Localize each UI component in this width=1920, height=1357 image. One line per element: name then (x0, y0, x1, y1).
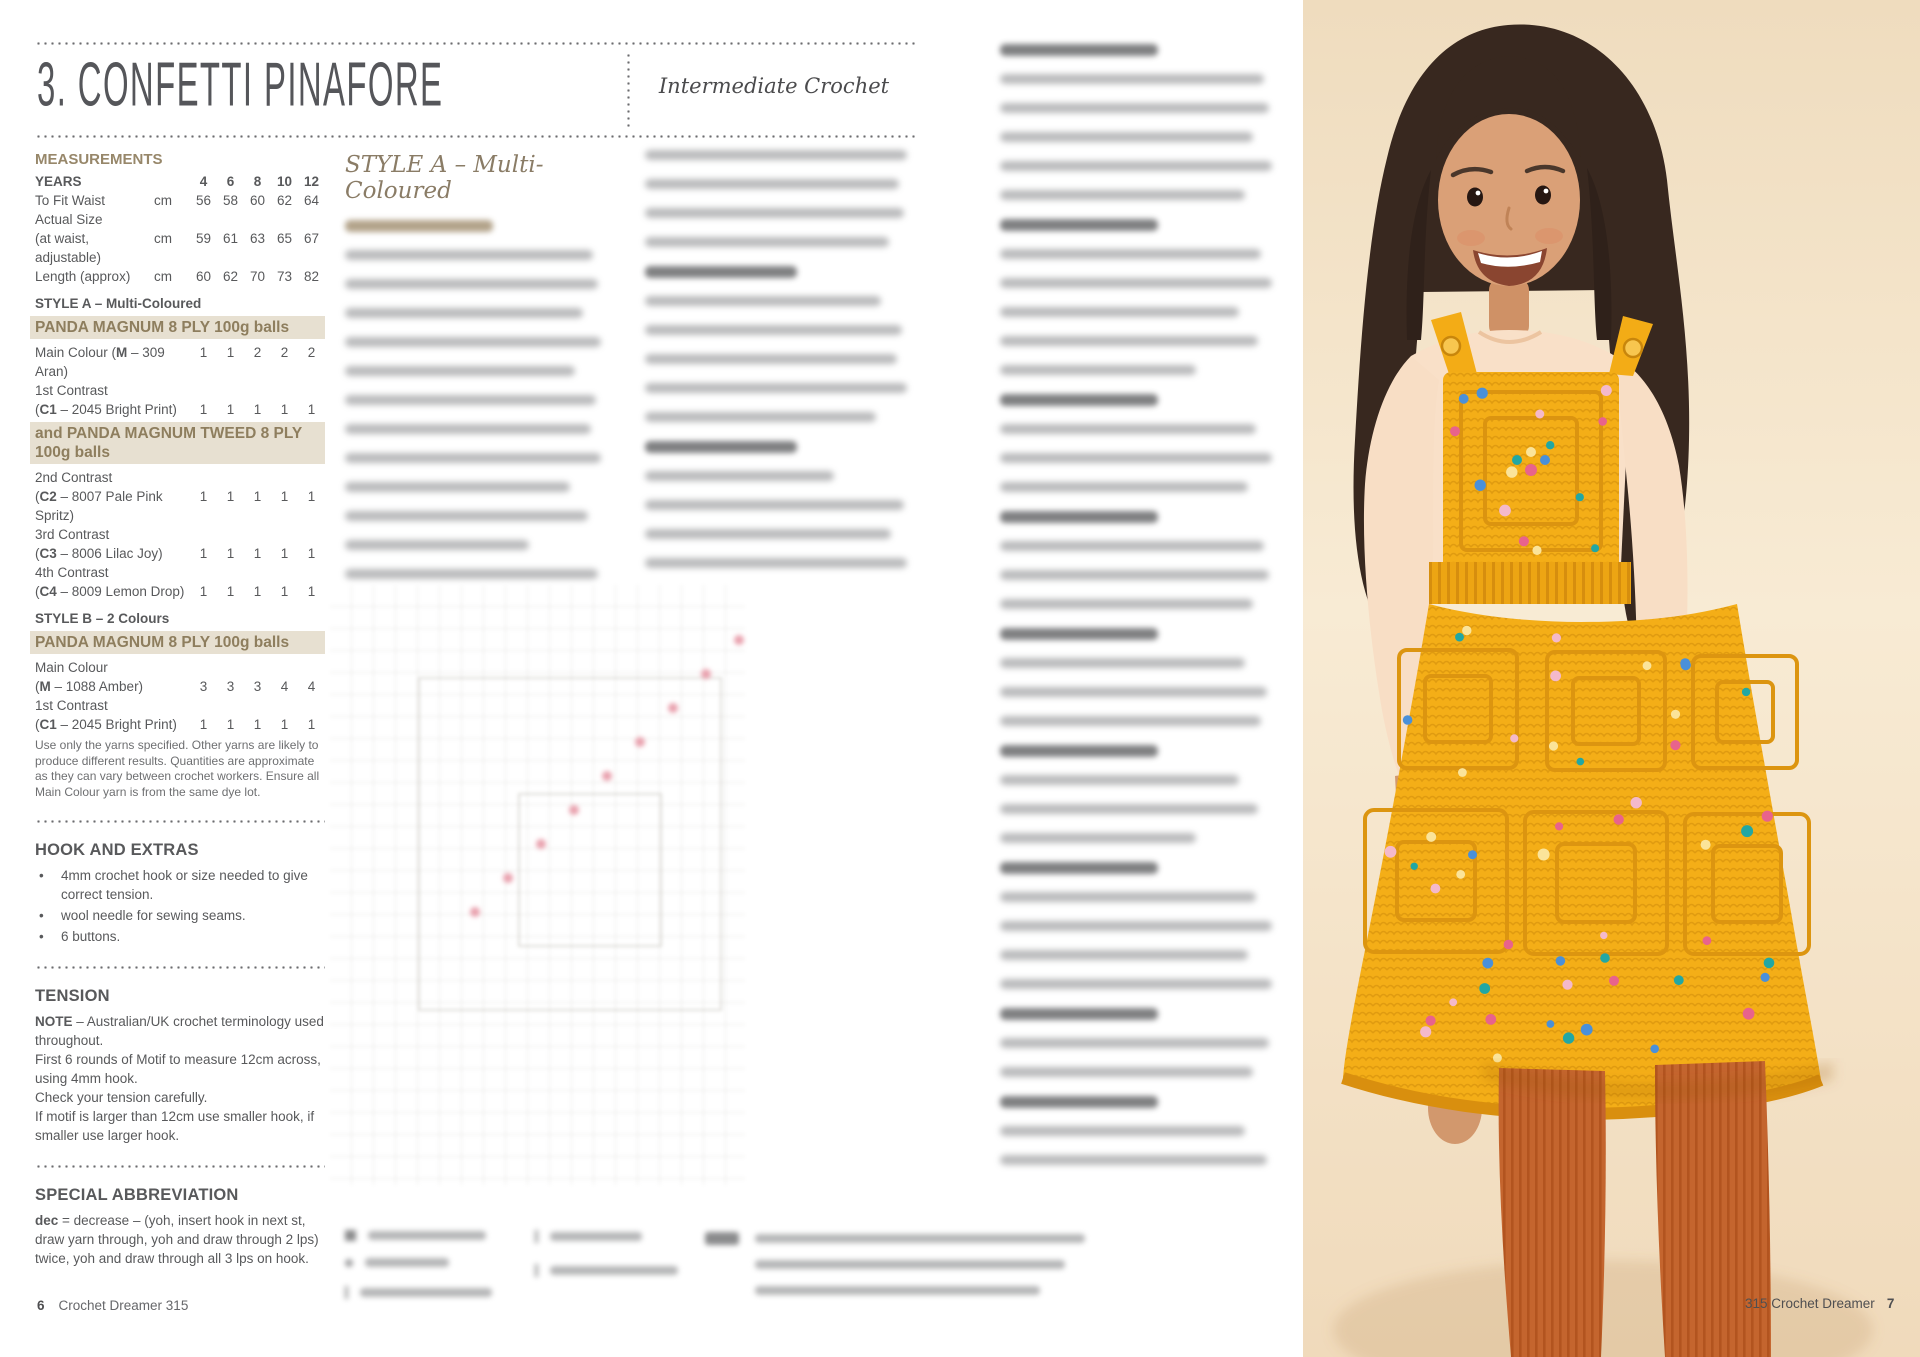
confetti-dot (1450, 426, 1460, 436)
blurred-text-line (345, 279, 598, 289)
confetti-dot (1431, 884, 1441, 894)
tights-leg-left (1499, 1068, 1606, 1357)
confetti-dot (1650, 1045, 1659, 1054)
measure-row: Actual Size (35, 212, 103, 227)
blurred-text-line (1000, 103, 1269, 113)
confetti-dot (1743, 1008, 1755, 1020)
eye-right (1535, 186, 1551, 205)
confetti-dot (1459, 394, 1469, 404)
special-abbrev-heading: SPECIAL ABBREVIATION (35, 1186, 239, 1204)
blurred-text-line (1000, 1067, 1253, 1077)
blurred-heading-line (645, 441, 797, 453)
blurred-text-line (1000, 1038, 1269, 1048)
blurred-text-line (645, 412, 876, 422)
legend-item (345, 1258, 449, 1267)
chart-marker-dot (734, 635, 744, 645)
chart-marker-dot (668, 703, 678, 713)
pinafore-waistband (1429, 562, 1631, 604)
blurred-text-line (1000, 921, 1272, 931)
difficulty-label: Intermediate Crochet (658, 74, 890, 98)
blurred-text-line (1000, 132, 1253, 142)
blurred-text-line (1000, 424, 1256, 434)
confetti-dot (1538, 849, 1550, 861)
confetti-dot (1477, 388, 1488, 399)
legend-stitch-icon (345, 1286, 348, 1299)
confetti-dot (1475, 480, 1486, 491)
blurred-text-line (1000, 979, 1272, 989)
confetti-dot (1591, 544, 1599, 552)
left-page-footer (37, 1298, 188, 1313)
confetti-dot (1671, 710, 1680, 719)
confetti-dot (1549, 741, 1558, 750)
blurred-heading-line (1000, 1096, 1158, 1108)
chart-marker-dot (536, 839, 546, 849)
yarn-band-2: and PANDA MAGNUM TWEED 8 PLY 100g balls (30, 422, 325, 464)
instructions-column-1 (345, 152, 601, 598)
legend-stitch-icon (535, 1230, 538, 1243)
confetti-dot (1462, 626, 1471, 635)
yarn-row: 2nd Contrast (C2 – 8007 Pale Pink Spritz) 1 1 1 1 1 (35, 470, 316, 523)
confetti-dot (1449, 998, 1457, 1006)
chart-motif-center (518, 793, 662, 947)
yarn-row: Main Colour (M – 309 Aran) 1 1 2 2 2 (35, 345, 316, 379)
yarn-row: 4th Contrast (C4 – 8009 Lemon Drop) 1 1 1 1 1 (35, 565, 316, 599)
measure-row: To Fit Waist cm 56 58 60 62 64 (35, 193, 320, 208)
confetti-dot (1547, 1020, 1555, 1028)
blurred-text-line (1000, 658, 1245, 668)
chart-marker-dot (503, 873, 513, 883)
chart-marker-dot (470, 907, 480, 917)
eye-left (1467, 188, 1483, 207)
title-top-rule (35, 42, 918, 45)
instructions-column-3 (1000, 44, 1272, 1184)
legend-item (535, 1264, 678, 1277)
chart-marker-dot (635, 737, 645, 747)
blush-right (1535, 228, 1563, 244)
measurements-column (35, 150, 325, 1268)
blurred-text-line (1000, 570, 1269, 580)
yarn-row: 1st Contrast (C1 – 2045 Bright Print) 1 1 1 1 1 (35, 383, 316, 417)
legend-dot-icon (345, 1259, 353, 1267)
confetti-dot (1506, 466, 1517, 477)
hook-item: • 4mm crochet hook or size needed to give correct tension. (39, 868, 308, 902)
confetti-dot (1761, 973, 1770, 982)
blurred-instruction-text (345, 220, 601, 579)
blurred-heading-line (1000, 394, 1158, 406)
tension-note: NOTE – Australian/UK crochet terminology used throughout. (35, 1014, 324, 1048)
blurred-text-line (345, 540, 529, 550)
right-footer-page-number: 7 (1886, 1296, 1895, 1311)
blurred-text-line (1000, 336, 1258, 346)
legend-stitch-icon (535, 1264, 538, 1277)
blurred-text-line (645, 471, 834, 481)
confetti-dot (1499, 505, 1511, 517)
blurred-instruction-text (1000, 44, 1272, 1165)
blurred-text-line (645, 237, 889, 247)
tension-line: First 6 rounds of Motif to measure 12cm across, using 4mm hook. (35, 1052, 321, 1086)
blurred-text-line (1000, 775, 1239, 785)
blurred-text-line (645, 150, 907, 160)
model-photo-illustration (1303, 0, 1920, 1357)
legend-item (345, 1230, 486, 1241)
left-footer-pub: Crochet Dreamer 315 (58, 1298, 189, 1313)
confetti-dot (1609, 976, 1619, 986)
girl-neck (1489, 278, 1529, 338)
confetti-dot (1562, 980, 1572, 990)
hook-item: • 6 buttons. (39, 929, 121, 944)
instructions-column-2 (645, 150, 907, 587)
style-b-label: STYLE B – 2 Colours (35, 611, 170, 626)
confetti-dot (1741, 825, 1753, 837)
chart-marker-dot (602, 771, 612, 781)
right-page-footer (1745, 1296, 1894, 1311)
blurred-heading-line (1000, 628, 1158, 640)
blurred-heading-line (1000, 862, 1158, 874)
eye-glint-left (1476, 191, 1481, 196)
yarn-row: 1st Contrast (C1 – 2045 Bright Print) 1 1 1 1 1 (35, 698, 316, 732)
confetti-dot (1468, 850, 1477, 859)
blurred-text-line (345, 453, 601, 463)
confetti-dot (1601, 385, 1612, 396)
blurred-text-line (1000, 892, 1256, 902)
confetti-dot (1762, 811, 1773, 822)
confetti-dot (1458, 768, 1467, 777)
style-a-label: STYLE A – Multi-Coloured (35, 296, 202, 311)
blurred-text-line (1000, 278, 1272, 288)
blurred-text-line (345, 511, 588, 521)
confetti-dot (1600, 932, 1607, 939)
strap-button-left (1442, 337, 1460, 355)
hook-extras-heading: HOOK AND EXTRAS (35, 841, 199, 859)
confetti-dot (1479, 983, 1490, 994)
confetti-dot (1456, 870, 1465, 879)
blurred-text-line (1000, 950, 1248, 960)
confetti-dot (1680, 658, 1690, 668)
confetti-dot (1674, 975, 1684, 985)
blurred-text-line (645, 208, 904, 218)
tension-line: If motif is larger than 12cm use smaller hook, if smaller use larger hook. (35, 1109, 315, 1143)
confetti-dot (1643, 661, 1652, 670)
yarn-row: Main Colour (M – 1088 Amber) 3 3 3 4 4 (35, 660, 316, 694)
blurred-text-line (1000, 1126, 1245, 1136)
blurred-text-line (1000, 365, 1196, 375)
left-footer-page-number: 6 (37, 1298, 45, 1313)
confetti-dot (1535, 410, 1544, 419)
blurred-text-line (1000, 482, 1248, 492)
confetti-dot (1519, 536, 1529, 546)
confetti-dot (1598, 417, 1607, 426)
tension-line: Check your tension carefully. (35, 1090, 208, 1105)
blurred-text-line (1000, 453, 1272, 463)
section-divider (35, 1165, 325, 1168)
blurred-text-line (645, 296, 881, 306)
yarn-note: Use only the yarns specified. Other yarns are likely to produce different results. Quantities are approximate as they can vary between crochet workers. Ensure all Main Colour yarn is from the same dye lot. (35, 738, 320, 799)
tension-heading: TENSION (35, 987, 110, 1005)
blurred-heading-line (345, 220, 493, 232)
confetti-dot (1504, 940, 1514, 950)
blurred-text-line (645, 383, 907, 393)
confetti-dot (1555, 822, 1563, 830)
blurred-text-line (345, 482, 570, 492)
confetti-dot (1403, 715, 1413, 725)
blurred-text-line (1000, 716, 1261, 726)
tights-leg-right (1655, 1061, 1771, 1357)
blurred-text-line (1000, 1155, 1267, 1165)
confetti-dot (1577, 758, 1585, 766)
confetti-dot (1426, 1016, 1436, 1026)
confetti-dot (1493, 1053, 1502, 1062)
blurred-heading-line (1000, 1008, 1158, 1020)
measure-row: (at waist, adjustable) cm 59 61 63 65 67 (35, 231, 320, 265)
blurred-text-line (1000, 249, 1261, 259)
chart-marker-dot (701, 669, 711, 679)
page-title: 3. CONFETTI PINAFORE (37, 48, 444, 119)
blurred-text-line (1000, 190, 1245, 200)
blush-left (1457, 230, 1485, 246)
blurred-text-line (1000, 161, 1272, 171)
right-footer-pub: 315 Crochet Dreamer (1745, 1296, 1875, 1311)
confetti-dot (1420, 1026, 1431, 1037)
confetti-dot (1701, 840, 1711, 850)
confetti-dot (1385, 846, 1397, 858)
pattern-title-block (35, 42, 918, 138)
confetti-dot (1411, 863, 1418, 870)
blurred-text-line (1000, 804, 1258, 814)
blurred-text-line (1000, 541, 1264, 551)
blurred-text-line (345, 395, 596, 405)
blurred-heading-line (1000, 44, 1158, 56)
legend-note-badge (705, 1232, 739, 1245)
confetti-dot (1703, 936, 1712, 945)
yarn-row: 3rd Contrast (C3 – 8006 Lilac Joy) 1 1 1 1 1 (35, 527, 316, 561)
chart-marker-dot (569, 805, 579, 815)
crochet-chart-diagram (330, 585, 745, 1185)
confetti-dot (1482, 958, 1493, 969)
blurred-heading-line (1000, 219, 1158, 231)
blurred-text-line (645, 354, 897, 364)
blurred-heading-line (1000, 511, 1158, 523)
blurred-text-line (345, 424, 591, 434)
yarn-band-3: PANDA MAGNUM 8 PLY 100g balls (30, 631, 325, 654)
measurements-heading: MEASUREMENTS (35, 151, 163, 168)
chart-legend (345, 1224, 1275, 1314)
confetti-dot (1576, 493, 1584, 501)
blurred-text-line (345, 250, 593, 260)
strap-button-right (1624, 339, 1642, 357)
blurred-text-line (1000, 74, 1264, 84)
blurred-text-line (345, 366, 575, 376)
confetti-dot (1532, 546, 1541, 555)
blurred-text-line (1000, 599, 1253, 609)
confetti-dot (1426, 832, 1436, 842)
confetti-dot (1600, 953, 1610, 963)
confetti-dot (1485, 1014, 1496, 1025)
section-divider (35, 966, 325, 969)
blurred-heading-line (645, 266, 797, 278)
blurred-instruction-text (645, 150, 907, 568)
style-a-instructions-heading: STYLE A – Multi-Coloured (345, 152, 544, 204)
yarn-band-1: PANDA MAGNUM 8 PLY 100g balls (30, 316, 325, 339)
legend-swatch-icon (345, 1230, 356, 1241)
blurred-text-line (345, 337, 601, 347)
confetti-dot (1550, 671, 1561, 682)
blurred-heading-line (1000, 745, 1158, 757)
blurred-text-line (345, 308, 583, 318)
confetti-dot (1556, 956, 1566, 966)
model-photo (1303, 0, 1920, 1357)
hook-item: • wool needle for sewing seams. (39, 908, 246, 923)
blurred-text-line (645, 179, 899, 189)
confetti-dot (1563, 1032, 1574, 1043)
section-divider (35, 820, 325, 823)
legend-item (535, 1230, 642, 1243)
blurred-text-line (645, 325, 902, 335)
blurred-text-line (645, 558, 907, 568)
confetti-dot (1455, 633, 1464, 642)
legend-item (345, 1286, 492, 1299)
confetti-dot (1742, 688, 1750, 696)
confetti-dot (1614, 814, 1624, 824)
confetti-dot (1764, 958, 1775, 969)
blurred-text-line (1000, 833, 1196, 843)
blurred-text-line (1000, 307, 1239, 317)
blurred-text-line (345, 569, 598, 579)
title-bottom-rule (35, 135, 918, 138)
eye-glint-right (1544, 189, 1549, 194)
confetti-dot (1631, 797, 1642, 808)
confetti-dot (1670, 740, 1680, 750)
blurred-text-line (645, 529, 891, 539)
confetti-dot (1581, 1024, 1593, 1036)
measure-row: Length (approx) cm 60 62 70 73 82 (35, 269, 320, 284)
blurred-text-line (645, 500, 904, 510)
sizes-header-row: YEARS 4 6 8 10 12 (35, 174, 320, 189)
confetti-dot (1552, 633, 1561, 642)
blurred-text-line (1000, 687, 1267, 697)
confetti-dot (1546, 441, 1554, 449)
confetti-dot (1510, 734, 1518, 742)
special-abbrev-text: dec = decrease – (yoh, insert hook in next st, draw yarn through, yoh and draw through 2 lps) twice, yoh and draw through all 3 lps on hook. (35, 1213, 319, 1266)
